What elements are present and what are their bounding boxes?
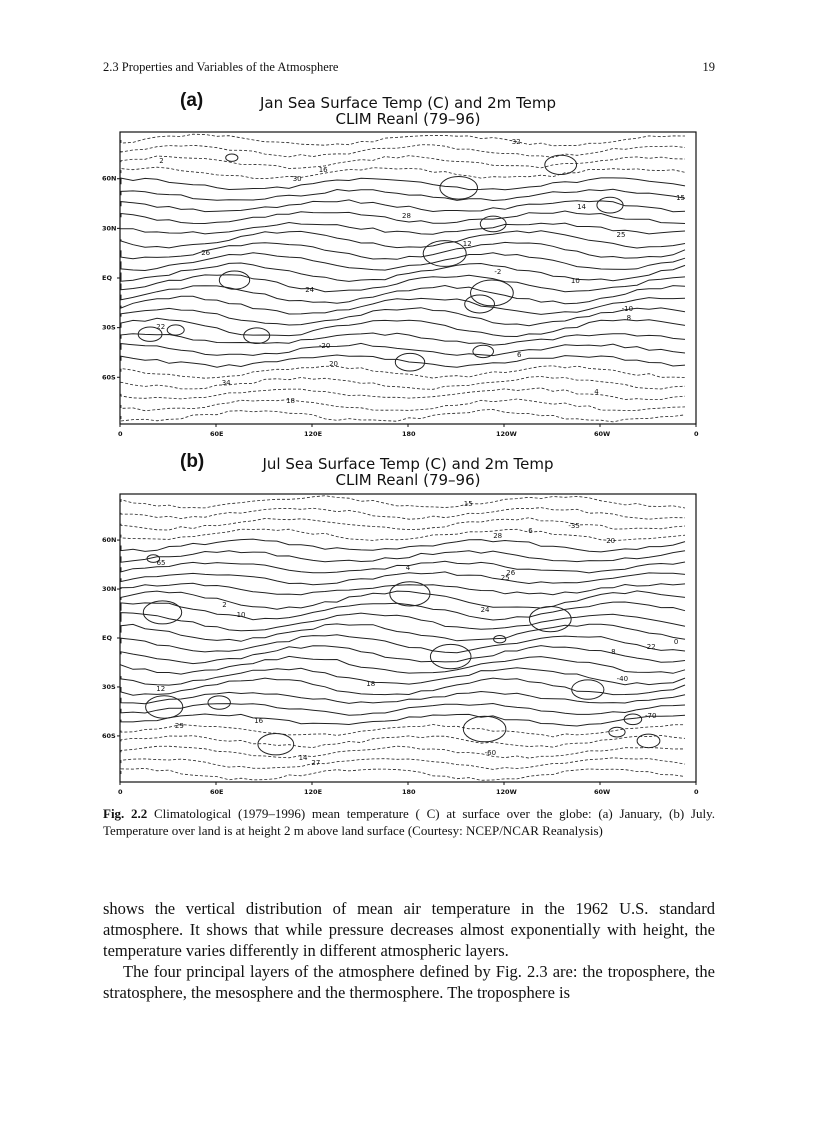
isotherm-line xyxy=(121,613,685,631)
paragraph-2: The four principal layers of the atmosphere defined by Fig. 2.3 are: the troposphere, the stratosphere, the mesosphere and the thermosphere. The troposphere is xyxy=(103,962,715,1002)
contour-label: 8 xyxy=(611,648,616,656)
isotherm-line xyxy=(121,296,685,314)
contour-label: 27 xyxy=(311,759,321,767)
isotherm-line xyxy=(121,646,685,664)
contour-label: 4 xyxy=(594,388,599,396)
contour-label: 14 xyxy=(577,203,587,211)
isotherm-line xyxy=(121,145,685,158)
isotherm-line xyxy=(121,333,685,345)
contour-label: 0 xyxy=(673,638,679,646)
lat-label: EQ xyxy=(102,634,112,642)
isotherm-line xyxy=(121,591,685,609)
contour-label: -40 xyxy=(616,675,629,683)
isotherm-line xyxy=(121,551,685,563)
map-frame xyxy=(120,132,696,424)
isotherm-line xyxy=(121,508,685,520)
closed-contour xyxy=(597,197,623,213)
isotherm-line xyxy=(121,518,685,530)
contour-label: 28 xyxy=(402,212,411,220)
contour-label: 22 xyxy=(646,643,656,651)
lat-label: 30S xyxy=(102,682,116,691)
isotherm-line xyxy=(121,343,685,355)
lon-label: 60E xyxy=(210,430,224,438)
isotherm-line xyxy=(121,388,685,400)
figure-caption xyxy=(103,805,715,839)
isotherm-line xyxy=(121,496,685,508)
lat-label: 30N xyxy=(102,585,117,594)
panel-a-tag: (a) xyxy=(180,90,204,111)
closed-contour xyxy=(637,734,660,748)
contour-label: 22 xyxy=(156,323,166,331)
isotherm-line xyxy=(121,355,685,367)
lon-label: 0 xyxy=(694,788,699,796)
contour-label: 2 xyxy=(222,601,227,609)
contour-label: 6 xyxy=(517,351,522,359)
contour-label: 34 xyxy=(221,379,231,387)
contour-label: 4 xyxy=(405,564,411,572)
contour-label: 28 xyxy=(493,532,503,540)
lat-label: 60N xyxy=(102,536,117,545)
paragraph-1: shows the vertical distribution of mean air temperature in the 1962 U.S. standard atmosphere. It shows that while pressure decreases almost exponentially with height, the temperature varies differently in different atmospheric layers. xyxy=(103,899,715,960)
isotherm-line xyxy=(121,156,685,169)
isotherm-line xyxy=(121,189,685,200)
isotherm-line xyxy=(121,308,685,326)
isotherm-line xyxy=(121,529,685,540)
contour-label: 20 xyxy=(606,537,616,545)
figure-label: Fig. 2.2 xyxy=(103,806,148,821)
section-title: 2.3 Properties and Variables of the Atmosphere xyxy=(103,60,339,74)
closed-contour xyxy=(473,345,494,357)
closed-contour xyxy=(609,727,625,737)
page-number: 19 xyxy=(702,60,715,74)
isotherm-line xyxy=(121,678,685,695)
closed-contour xyxy=(545,155,577,174)
contour-label: -20 xyxy=(318,342,331,350)
contour-label: 25 xyxy=(616,231,626,239)
lat-label: 60S xyxy=(102,373,116,382)
closed-contour xyxy=(258,734,294,755)
isotherm-line xyxy=(121,410,685,422)
running-head xyxy=(103,60,715,78)
isotherm-line xyxy=(121,231,685,248)
lon-label: 180 xyxy=(402,788,416,796)
contour-label: -2 xyxy=(494,268,502,276)
lon-label: 60E xyxy=(210,788,224,796)
contour-label: 14 xyxy=(298,754,308,762)
contour-label: -60 xyxy=(484,749,497,757)
contour-label: 15 xyxy=(463,500,473,508)
isotherm-line xyxy=(121,602,685,620)
lon-label: 60W xyxy=(594,430,611,438)
panel-b-title-line2: CLIM Reanl (79–96) xyxy=(335,471,481,489)
lon-label: 120W xyxy=(496,430,517,438)
lon-label: 0 xyxy=(694,430,699,438)
lon-label: 60W xyxy=(594,788,611,796)
isotherm-line xyxy=(121,178,685,190)
contour-label: 32 xyxy=(511,138,521,146)
panel-b-title-line1: Jul Sea Surface Temp (C) and 2m Temp xyxy=(262,455,554,473)
july-temperature-map xyxy=(100,490,700,796)
isotherm-line xyxy=(121,377,685,390)
isotherm-line xyxy=(121,561,685,573)
isotherm-line xyxy=(121,746,685,758)
body-text xyxy=(103,898,715,1003)
contour-label: 12 xyxy=(156,685,166,693)
contour-label: 24 xyxy=(480,606,490,614)
contour-label: -10 xyxy=(621,305,634,313)
lon-label: 120E xyxy=(304,430,323,438)
isotherm-line xyxy=(121,286,685,304)
lat-label: 60S xyxy=(102,731,116,740)
panel-a-title-line1: Jan Sea Surface Temp (C) and 2m Temp xyxy=(259,94,557,112)
isotherm-line xyxy=(121,167,685,179)
lat-label: 60N xyxy=(102,174,117,183)
panel-a-title xyxy=(120,90,696,128)
isotherm-line xyxy=(121,263,685,281)
isotherm-line xyxy=(121,539,685,552)
lon-label: 0 xyxy=(118,430,123,438)
lat-label: 30S xyxy=(102,323,116,332)
isotherm-line xyxy=(121,704,685,716)
panel-b-tag: (b) xyxy=(180,451,205,472)
isotherm-line xyxy=(121,768,685,780)
isotherm-line xyxy=(121,134,685,146)
closed-contour xyxy=(143,601,181,624)
contour-label: 65 xyxy=(156,559,166,567)
contour-label: 6 xyxy=(528,527,533,535)
closed-contour xyxy=(244,328,270,344)
contour-label: 25 xyxy=(500,574,510,582)
contour-label: 26 xyxy=(201,249,211,257)
lon-label: 0 xyxy=(118,788,123,796)
panel-a-title-line2: CLIM Reanl (79–96) xyxy=(335,110,481,128)
closed-contour xyxy=(226,154,238,161)
closed-contour xyxy=(208,696,230,709)
closed-contour xyxy=(480,216,506,232)
isotherm-line xyxy=(121,758,685,770)
isotherm-line xyxy=(121,399,685,411)
contour-label: 30 xyxy=(292,175,302,183)
contour-label: 15 xyxy=(676,194,686,202)
contour-label: -70 xyxy=(645,712,657,720)
lon-label: 120E xyxy=(304,788,323,796)
closed-contour xyxy=(572,680,604,699)
january-temperature-map xyxy=(100,128,700,438)
closed-contour xyxy=(146,696,183,718)
contour-label: 29 xyxy=(174,722,184,730)
figure-caption-text: Climatological (1979–1996) mean temperature ( C) at surface over the globe: (a) January, (b) July. Temperature over land is at height 2 m above land surface (Courtesy: NCEP/NCAR Reanalysis) xyxy=(103,806,715,838)
closed-contour xyxy=(430,644,471,668)
contour-label: 8 xyxy=(626,314,632,322)
lat-label: EQ xyxy=(102,274,112,282)
isotherm-line xyxy=(121,725,685,737)
isotherm-line xyxy=(121,692,685,704)
closed-contour xyxy=(167,325,184,335)
lon-label: 180 xyxy=(402,430,416,438)
contour-label: 10 xyxy=(236,611,246,619)
isotherm-line xyxy=(121,223,685,235)
lon-label: 120W xyxy=(496,788,517,796)
closed-contour xyxy=(494,636,506,643)
isotherm-line xyxy=(121,366,685,378)
isotherm-line xyxy=(121,275,685,292)
contour-label: 12 xyxy=(462,240,472,248)
closed-contour xyxy=(219,271,249,289)
contour-label: 24 xyxy=(305,286,315,294)
closed-contour xyxy=(423,241,466,267)
contour-label: 16 xyxy=(254,717,264,725)
contour-label: 16 xyxy=(318,166,328,174)
panel-b-title xyxy=(120,451,696,489)
isotherm-line xyxy=(121,635,685,653)
lat-label: 30N xyxy=(102,224,117,233)
contour-label: 10 xyxy=(570,277,580,285)
isotherm-line xyxy=(121,583,685,595)
contour-label: 20 xyxy=(329,360,339,368)
contour-label: 2 xyxy=(159,157,164,165)
contour-label: 18 xyxy=(366,680,376,688)
contour-label: 26 xyxy=(506,569,516,577)
contour-label: 18 xyxy=(286,397,296,405)
isotherm-line xyxy=(121,735,685,747)
contour-label: -35 xyxy=(568,522,580,530)
isotherm-line xyxy=(121,714,685,726)
